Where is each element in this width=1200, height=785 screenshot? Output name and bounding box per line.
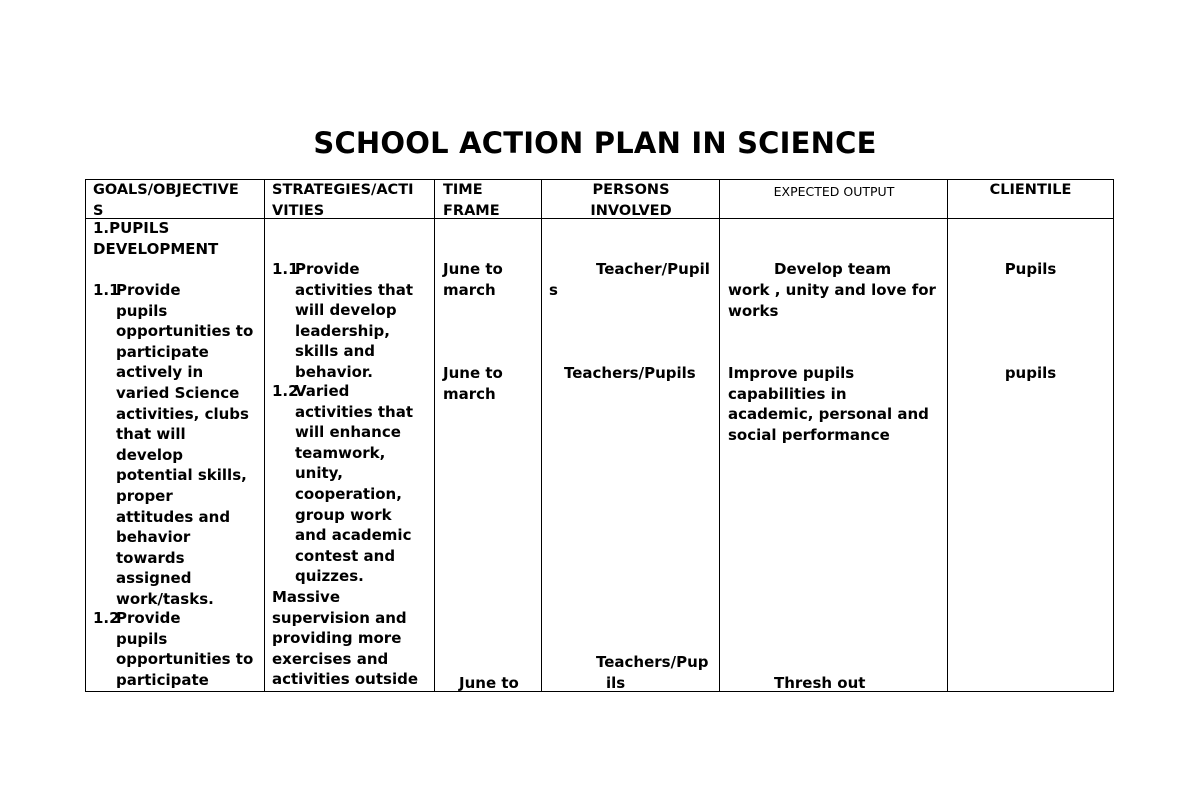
- column-divider: [947, 180, 948, 691]
- goal-1-2-number: 1.2: [93, 609, 120, 627]
- output-row-1: Develop team: [774, 260, 892, 278]
- time-frame-row-3: June to: [459, 674, 519, 692]
- output-row-2: Improve pupils capabilities in academic, personal and social performance: [728, 364, 929, 444]
- clientele-row-1: Pupils: [1004, 260, 1057, 278]
- strategy-1-1-number: 1.1: [272, 260, 299, 278]
- goals-heading: 1.PUPILS DEVELOPMENT: [93, 219, 219, 258]
- column-divider: [541, 180, 542, 691]
- action-plan-table: [85, 179, 1114, 692]
- header-goals: GOALS/OBJECTIVE S: [93, 182, 239, 219]
- strategy-1-2-number: 1.2: [272, 382, 299, 400]
- goal-1-1-number: 1.1: [93, 281, 120, 299]
- time-frame-row-1: June to march: [443, 260, 503, 299]
- persons-row-3-wrap: ils: [606, 674, 626, 692]
- clientele-row-2: pupils: [1004, 364, 1057, 382]
- column-divider: [434, 180, 435, 691]
- time-frame-row-2: June to march: [443, 364, 503, 403]
- persons-row-1: Teacher/Pupil: [596, 260, 710, 278]
- output-row-3: Thresh out: [774, 674, 866, 692]
- persons-row-3: Teachers/Pup: [596, 653, 709, 671]
- strategy-1-1-text: Provide activities that will develop leadership, skills and behavior.: [295, 260, 414, 381]
- strategy-1-2-text: Varied activities that will enhance teamwork, unity, cooperation, group work and academic contest and quizzes.: [295, 382, 414, 586]
- persons-row-2: Teachers/Pupils: [564, 364, 696, 382]
- goal-1-2-text: Provide pupils opportunities to participate: [116, 609, 254, 689]
- column-divider: [719, 180, 720, 691]
- header-strategies: STRATEGIES/ACTI VITIES: [272, 182, 414, 219]
- goal-1-1-text: Provide pupils opportunities to participate actively in varied Science activities, clubs that will develop potential skills, proper attitudes and behavior towards assigned work/tasks.: [116, 281, 254, 608]
- persons-row-1-wrap: s: [549, 281, 558, 299]
- header-expected-output: EXPECTED OUTPUT: [773, 184, 895, 199]
- header-clientele: CLIENTILE: [989, 182, 1072, 198]
- output-row-1-cont: work , unity and love for works: [728, 281, 936, 320]
- header-time-frame: TIME FRAME: [443, 182, 500, 219]
- column-divider: [264, 180, 265, 691]
- strategy-supervision-text: Massive supervision and providing more exercises and activities outside: [272, 588, 419, 689]
- header-persons: PERSONS INVOLVED: [590, 182, 672, 219]
- document-title: SCHOOL ACTION PLAN IN SCIENCE: [313, 126, 877, 160]
